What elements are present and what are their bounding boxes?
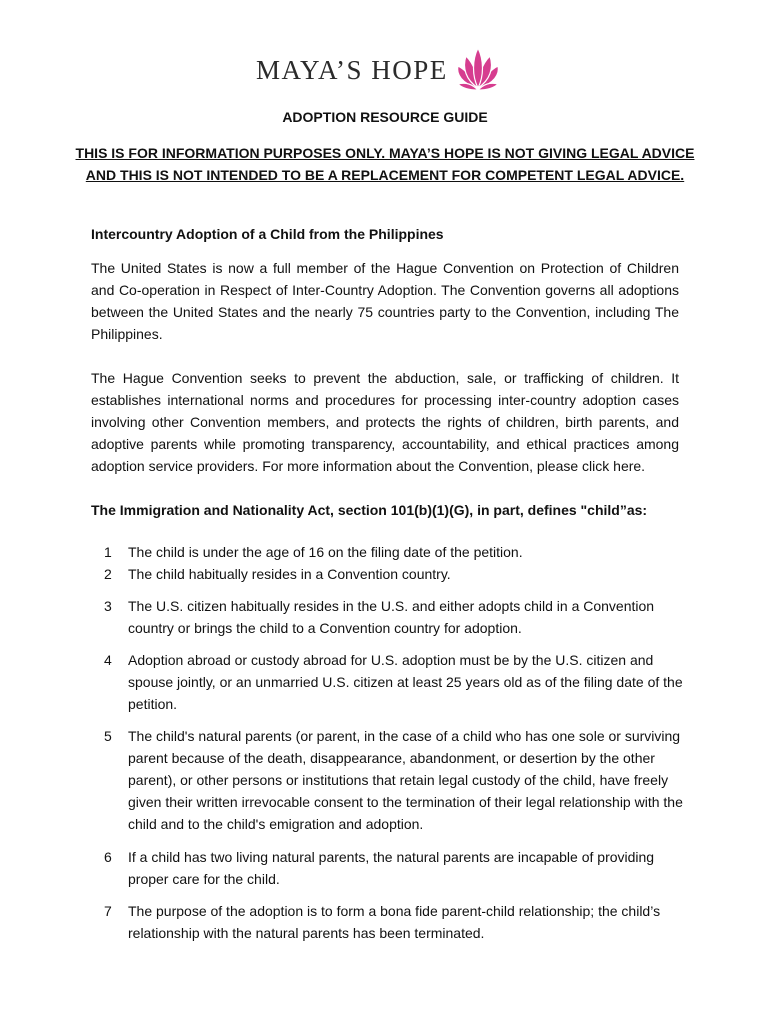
list-item-text: The U.S. citizen habitually resides in the U.S. and either adopts child in a Convention country or brings the child to a Convention country for adoption. [128,598,655,636]
document-title: ADOPTION RESOURCE GUIDE [282,109,488,125]
brand-logo [256,40,504,100]
list-item [104,900,684,944]
paragraph-hague-purpose: The Hague Convention seeks to prevent the abduction, sale, or trafficking of children. It establishes international norms and procedures for processing inter-country adoption cases involving other Convention members, and protects the rights of children, birth parents, and adoptive parents while promoting transparency, accountability, and ethical practices among adoption service providers. For more information about the Convention, please click here. [91,370,679,474]
list-item-text: If a child has two living natural parents, the natural parents are incapable of providing proper care for the child. [128,849,655,887]
list-item-text: Adoption abroad or custody abroad for U.S. adoption must be by the U.S. citizen and spouse jointly, or an unmarried U.S. citizen at least 25 years old as of the filing date of the petition. [128,652,683,712]
list-item-text: The purpose of the adoption is to form a bona fide parent-child relationship; the child’s relationship with the natural parents has been terminated. [128,903,661,941]
list-item-number: 6 [104,849,112,865]
list-item-number: 1 [104,544,112,560]
list-item [104,541,684,563]
list-item [104,846,684,890]
list-item-number: 7 [104,903,112,919]
section-heading-ina-definition: The Immigration and Nationality Act, section 101(b)(1)(G), in part, defines "child”as: [91,502,648,518]
section-heading-philippines: Intercountry Adoption of a Child from the Philippines [91,226,444,242]
list-item [104,649,684,715]
list-item-text: The child's natural parents (or parent, in the case of a child who has one sole or surviving parent because of the death, disappearance, abandonment, or desertion by the other parent), or other persons or institutions that retain legal custody of the child, have freely given their written irrevocable consent to the termination of their legal relationship with the child and to the child's emigration and adoption. [128,728,683,832]
list-item [104,563,684,585]
legal-disclaimer: THIS IS FOR INFORMATION PURPOSES ONLY. MAYA’S HOPE IS NOT GIVING LEGAL ADVICE AND THIS IS NOT INTENDED TO BE A REPLACEMENT FOR COMPETENT LEGAL ADVICE. [75,145,695,183]
paragraph-hague-membership: The United States is now a full member of the Hague Convention on Protection of Children and Co-operation in Respect of Inter-Country Adoption. The Convention governs all adoptions between the United States and the nearly 75 countries party to the Convention, including The Philippines. [91,260,679,342]
list-item-number: 5 [104,728,112,744]
list-item-number: 2 [104,566,112,582]
lotus-icon [452,44,504,96]
list-item-number: 4 [104,652,112,668]
list-item-text: The child is under the age of 16 on the filing date of the petition. [128,544,523,560]
list-item-text: The child habitually resides in a Convention country. [128,566,451,582]
brand-name: MAYA’S HOPE [256,54,448,85]
list-item-number: 3 [104,598,112,614]
list-item [104,725,684,835]
list-item [104,595,684,639]
